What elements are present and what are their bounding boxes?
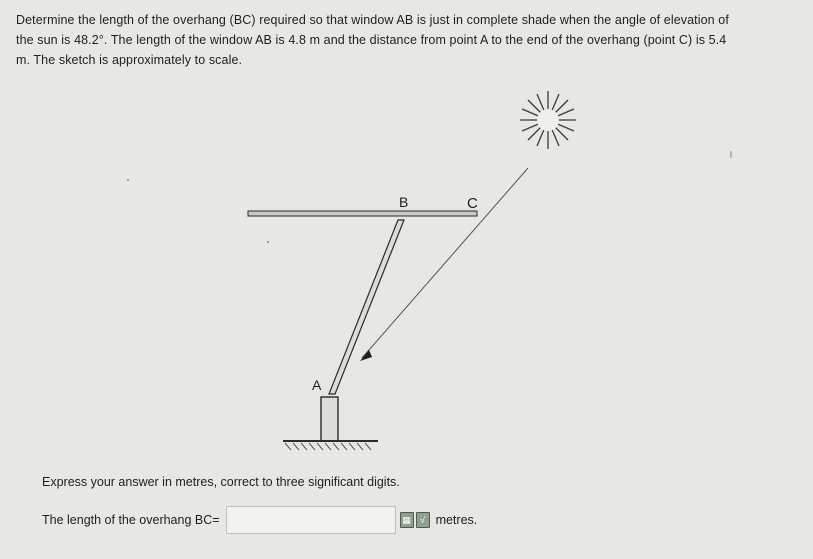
label-a: A [312, 377, 322, 393]
ground-hatching [285, 443, 371, 450]
speck-dot [127, 179, 129, 181]
problem-line-2-prefix: the sun is [16, 33, 75, 47]
problem-line-1: Determine the length of the overhang (BC) required so that window AB is just in complete shade when the angle of elevation of [16, 13, 729, 27]
ray-arrowhead [360, 350, 372, 361]
label-c: C [467, 195, 478, 212]
calculator-icon[interactable]: ▦ [400, 512, 414, 528]
overhang-bar [248, 211, 477, 216]
wall-post [321, 397, 338, 441]
label-b: B [399, 194, 409, 210]
instruction-text: Express your answer in metres, correct to three significant digits. [42, 475, 400, 489]
window-ab [329, 220, 404, 394]
angle-value: 48.2° [74, 33, 104, 47]
answer-row [42, 509, 477, 531]
answer-label: The length of the overhang BC= [42, 513, 220, 527]
problem-line-2-suffix: . The length of the window AB is 4.8 m and the distance from point A to the end of the overhang (point C) is 5.4 [103, 33, 727, 47]
problem-line-3: m. The sketch is approximately to scale. [16, 53, 243, 67]
answer-input[interactable] [226, 506, 396, 534]
formula-icon[interactable]: √ [416, 512, 430, 528]
units-label: metres. [435, 513, 478, 527]
speck-dot [267, 241, 269, 243]
sun-icon [520, 91, 576, 149]
